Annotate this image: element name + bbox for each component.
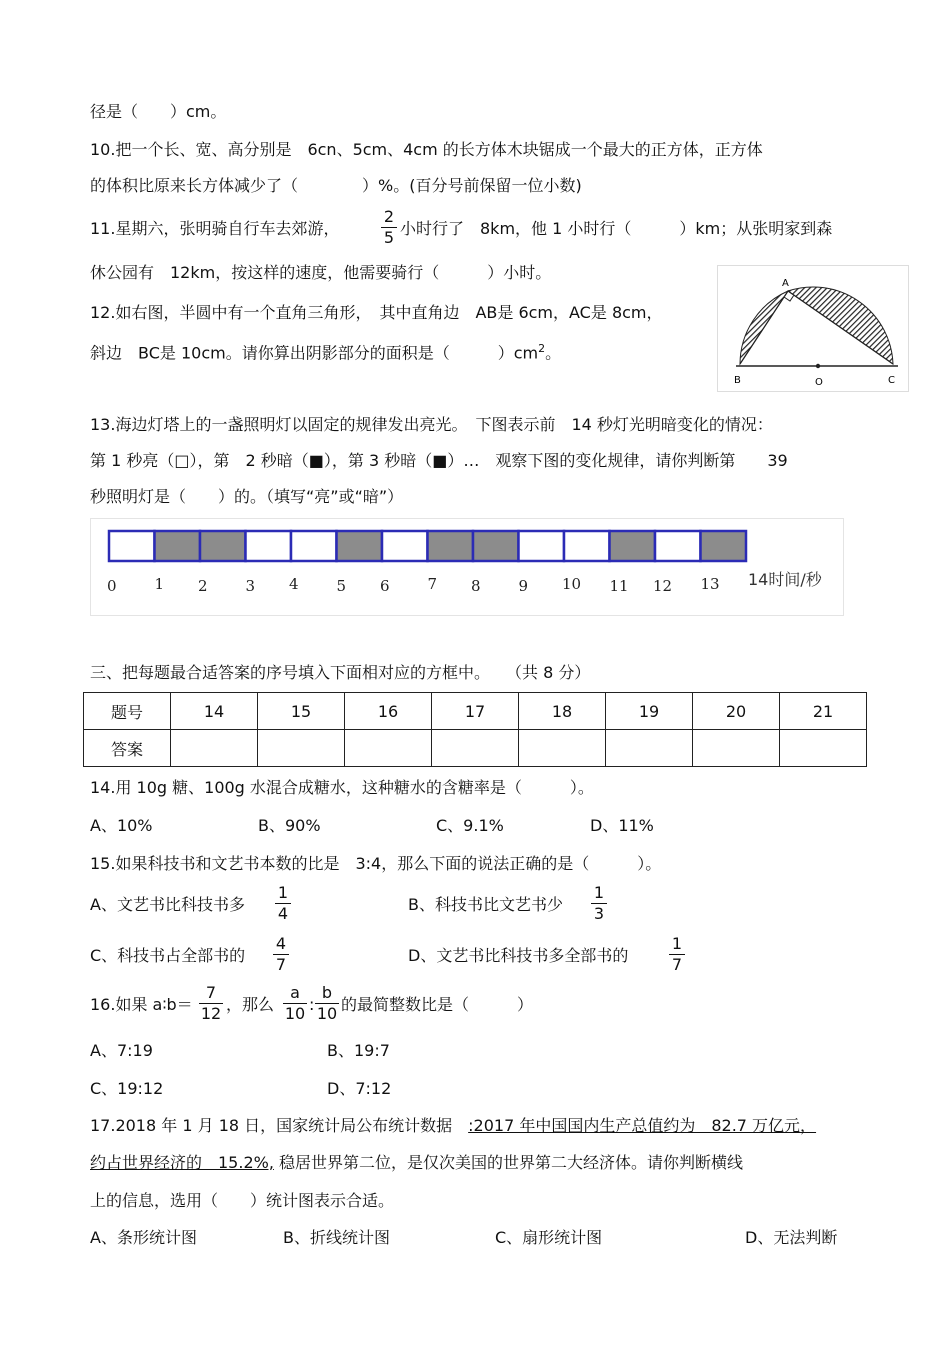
q11-fraction: 2 5 — [381, 208, 397, 247]
q11-prefix: 11.星期六，张明骑自行车去郊游， — [90, 219, 340, 238]
table-header-label: 题号 — [84, 693, 171, 730]
table-answer-label: 答案 — [84, 730, 171, 767]
lamp-cell-light — [655, 531, 701, 561]
q15-c-fraction: 4 7 — [273, 935, 289, 974]
q16-fraction-7-12: 7 12 — [200, 983, 222, 1023]
question-number: 17 — [432, 693, 519, 730]
lamp-cell-dark — [701, 531, 747, 561]
q15-a-fraction: 1 4 — [275, 884, 291, 923]
question-number: 14 — [171, 693, 258, 730]
lamp-tick-label: 0 — [107, 577, 117, 595]
lamp-cell-light — [291, 531, 337, 561]
lamp-tick-label: 5 — [336, 577, 347, 595]
q13-line3: 秒照明灯是（ ）的。（填写“亮”或“暗”） — [90, 487, 404, 506]
label-o: O — [815, 377, 823, 388]
q16-option-b: B、19:7 — [327, 1041, 390, 1060]
question-number: 20 — [693, 693, 780, 730]
q16-fraction-b-10: b 10 — [316, 983, 338, 1023]
lamp-tick-label: 2 — [198, 577, 208, 595]
lamp-cell-light — [109, 531, 155, 561]
q14-option-a: A、10% — [90, 816, 153, 835]
q15-option-b: B、科技书比文艺书少 — [408, 895, 563, 914]
lamp-cell-dark — [473, 531, 519, 561]
q16-option-c: C、19:12 — [90, 1079, 164, 1098]
question-number: 19 — [606, 693, 693, 730]
label-c: C — [888, 375, 895, 386]
label-a: A — [782, 278, 789, 289]
lamp-timeline — [90, 518, 844, 616]
q11-suffix: 小时行了 8km，他 1 小时行（ ）km；从张明家到森 — [400, 219, 833, 238]
q10-line1: 10.把一个长、宽、高分别是 6cn、5cm、4cm 的长方体木块锯成一个最大的正方体，正方体 — [90, 140, 763, 159]
answer-table — [83, 692, 867, 767]
q17-line3: 上的信息，选用（ ）统计图表示合适。 — [90, 1191, 395, 1210]
lamp-tick-label: 4 — [289, 575, 299, 593]
q15-option-a: A、文艺书比科技书多 — [90, 895, 245, 914]
q17-option-d: D、无法判断 — [745, 1228, 838, 1247]
answer-cell[interactable] — [258, 730, 345, 767]
q16-prefix: 16.如果 a∶b＝ — [90, 995, 193, 1014]
lamp-tick-label: 1 — [154, 575, 165, 593]
q17-option-b: B、折线统计图 — [283, 1228, 390, 1247]
lamp-cell-dark — [428, 531, 474, 561]
lamp-cell-light — [382, 531, 428, 561]
q13-line1: 13.海边灯塔上的一盏照明灯以固定的规律发出亮光。 下图表示前 14 秒灯光明暗变化的情况： — [90, 415, 773, 434]
lamp-cell-dark — [200, 531, 246, 561]
q15-stem: 15.如果科技书和文艺书本数的比是 3:4，那么下面的说法正确的是（ ）。 — [90, 854, 662, 873]
q12-line2: 斜边 BC是 10cm。请你算出阴影部分的面积是（ ）$cm^2$。 — [90, 342, 562, 363]
q11-line2: 休公园有 12km，按这样的速度，他需要骑行（ ）小时。 — [90, 263, 552, 282]
lamp-tick-label: 9 — [518, 577, 529, 595]
q16-colon: : — [309, 995, 315, 1014]
lamp-tick-label: 6 — [380, 577, 390, 595]
semicircle-figure — [717, 265, 909, 392]
q14-option-d: D、11% — [590, 816, 654, 835]
answer-cell[interactable] — [345, 730, 432, 767]
lamp-cell-dark — [337, 531, 383, 561]
lamp-tick-label: 3 — [245, 577, 256, 595]
q16-fraction-a-10: a 10 — [284, 983, 306, 1023]
lamp-cell-dark — [155, 531, 201, 561]
lamp-tick-label: 13 — [700, 575, 720, 593]
q15-option-d: D、文艺书比科技书多全部书的 — [408, 946, 629, 965]
lamp-cell-light — [564, 531, 610, 561]
question-number: 15 — [258, 693, 345, 730]
question-number: 16 — [345, 693, 432, 730]
lamp-tick-label: 7 — [427, 575, 438, 593]
answer-cell[interactable] — [432, 730, 519, 767]
q14-option-c: C、9.1% — [436, 816, 504, 835]
lamp-cell-dark — [610, 531, 656, 561]
answer-cell[interactable] — [693, 730, 780, 767]
q16-suffix: 的最简整数比是（ ） — [341, 995, 534, 1014]
q12-line1: 12.如右图，半圆中有一个直角三角形， 其中直角边 AB是 6cm，AC是 8cm， — [90, 303, 663, 322]
q10-line2: 的体积比原来长方体减少了（ ）%。(百分号前保留一位小数) — [90, 176, 582, 195]
lamp-tick-label: 8 — [471, 577, 481, 595]
q14-stem: 14.用 10g 糖、100g 水混合成糖水，这种糖水的含糖率是（ ）。 — [90, 778, 594, 797]
q17-line2: 约占世界经济的 15.2%, 稳居世界第二位，是仅次美国的世界第二大经济体。请你判断横线 — [90, 1153, 744, 1172]
q9-tail: 径是（ ）cm。 — [90, 102, 227, 121]
lamp-tick-label: 10 — [562, 575, 582, 593]
q16-option-d: D、7:12 — [327, 1079, 392, 1098]
lamp-tick-label: 11 — [609, 577, 629, 595]
q17-line1: 17.2018 年 1 月 18 日，国家统计局公布统计数据 :2017 年中国国内生产总值约为 82.7 万亿元， — [90, 1116, 817, 1135]
answer-cell[interactable] — [519, 730, 606, 767]
lamp-tick-label: 12 — [653, 577, 673, 595]
lamp-axis-label: 14时间/秒 — [748, 570, 822, 589]
question-number: 18 — [519, 693, 606, 730]
question-number: 21 — [780, 693, 867, 730]
q16-mid: ，那么 — [226, 995, 275, 1014]
lamp-cell-light — [246, 531, 292, 561]
lamp-cell-light — [519, 531, 565, 561]
q15-d-fraction: 1 7 — [669, 935, 685, 974]
answer-cell[interactable] — [606, 730, 693, 767]
q14-option-b: B、90% — [258, 816, 321, 835]
q17-option-a: A、条形统计图 — [90, 1228, 197, 1247]
answer-cell[interactable] — [171, 730, 258, 767]
q15-b-fraction: 1 3 — [591, 884, 607, 923]
q15-option-c: C、科技书占全部书的 — [90, 946, 246, 965]
section3-heading: 三、把每题最合适答案的序号填入下面相对应的方框中。 （共 8 分） — [90, 663, 591, 682]
q16-option-a: A、7:19 — [90, 1041, 153, 1060]
q13-line2: 第 1 秒亮（□），第 2 秒暗（■），第 3 秒暗（■）… 观察下图的变化规律，请你判断第 39 — [90, 451, 788, 470]
answer-cell[interactable] — [780, 730, 867, 767]
q17-option-c: C、扇形统计图 — [495, 1228, 603, 1247]
label-b: B — [734, 375, 741, 386]
